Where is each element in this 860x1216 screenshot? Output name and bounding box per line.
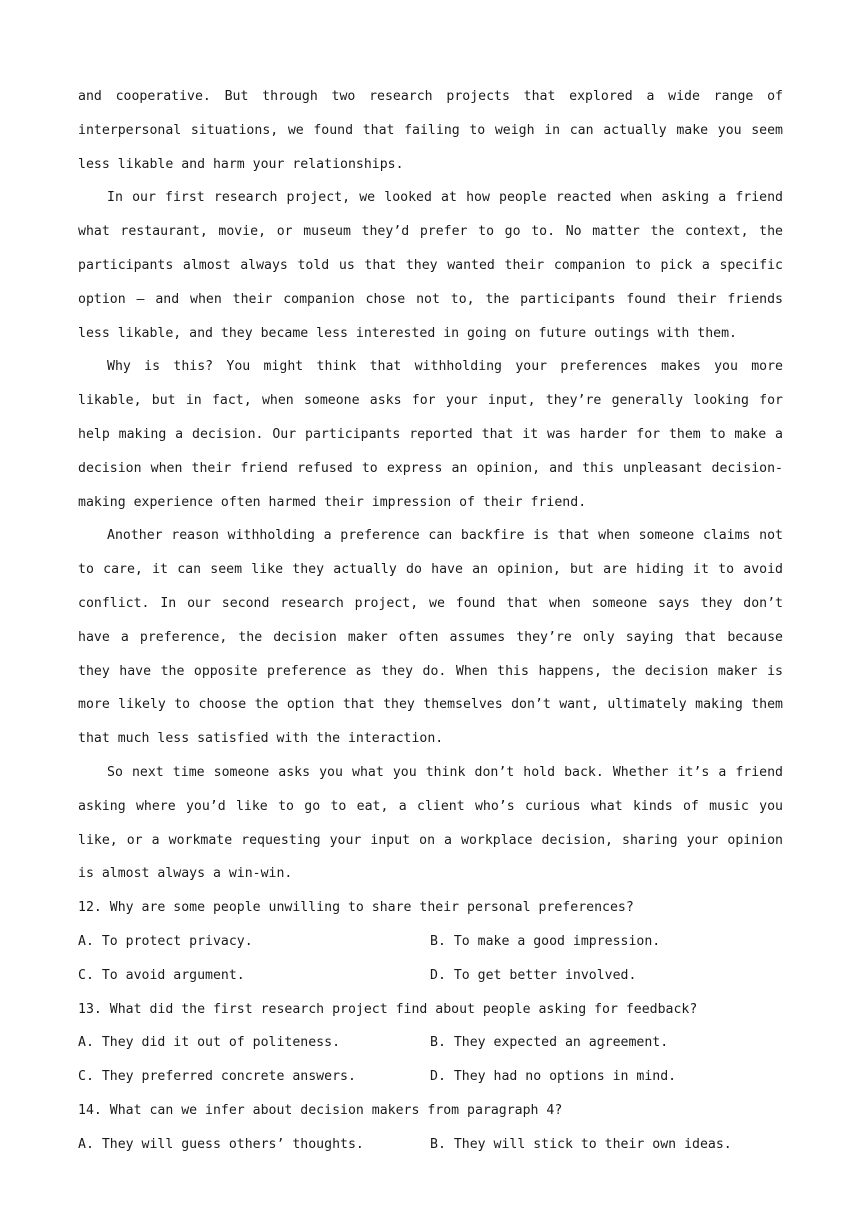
question-12-stem: 12. Why are some people unwilling to share their personal preferences? bbox=[78, 900, 634, 916]
question-13-option-c[interactable]: C. They preferred concrete answers. bbox=[78, 1069, 356, 1085]
question-12-option-c[interactable]: C. To avoid argument. bbox=[78, 967, 245, 983]
question-13 bbox=[78, 993, 783, 1094]
question-14-option-b[interactable]: B. They will stick to their own ideas. bbox=[430, 1136, 732, 1152]
question-13-option-b[interactable]: B. They expected an agreement. bbox=[430, 1035, 669, 1051]
question-14-option-a[interactable]: A. They will guess others’ thoughts. bbox=[78, 1136, 364, 1152]
question-14-options bbox=[78, 1128, 783, 1162]
passage-paragraph-3: Why is this? You might think that withholding your preferences makes you more likable, but in fact, when someone asks for your input, they’re generally looking for help making a decision. Our participants reported that it was harder for them to make a decision when their friend refused to express an opinion, and this unpleasant decision-making experience often harmed their impression of their friend. bbox=[78, 359, 783, 510]
passage-paragraph-1: and cooperative. But through two research projects that explored a wide range of interpersonal situations, we found that failing to weigh in can actually make you seem less likable and harm your relationships. bbox=[78, 89, 783, 172]
question-12-option-a[interactable]: A. To protect privacy. bbox=[78, 933, 253, 949]
question-13-options bbox=[78, 1026, 783, 1094]
question-13-stem: 13. What did the first research project find about people asking for feedback? bbox=[78, 1001, 698, 1017]
passage-paragraph-4: Another reason withholding a preference can backfire is that when someone claims not to care, it can seem like they actually do have an opinion, but are hiding it to avoid conflict. In our second research project, we found that when someone says they don’t have a preference, the decision maker often assumes they’re only saying that because they have the opposite preference as they do. When this happens, the decision maker is more likely to choose the option that they themselves don’t want, ultimately making them that much less satisfied with the interaction. bbox=[78, 528, 783, 747]
question-14-stem: 14. What can we infer about decision makers from paragraph 4? bbox=[78, 1102, 563, 1118]
question-12-option-d[interactable]: D. To get better involved. bbox=[430, 967, 637, 983]
question-12 bbox=[78, 891, 783, 992]
document-page bbox=[78, 80, 783, 1162]
question-12-option-b[interactable]: B. To make a good impression. bbox=[430, 933, 661, 949]
passage-paragraph-2: In our first research project, we looked at how people reacted when asking a friend what restaurant, movie, or museum they’d prefer to go to. No matter the context, the participants almost always told us that they wanted their companion to pick a specific option — and when their companion chose not to, the participants found their friends less likable, and they became less interested in going on future outings with them. bbox=[78, 190, 783, 341]
question-13-option-d[interactable]: D. They had no options in mind. bbox=[430, 1069, 677, 1085]
question-13-option-a[interactable]: A. They did it out of politeness. bbox=[78, 1035, 341, 1051]
passage-paragraph-5: So next time someone asks you what you think don’t hold back. Whether it’s a friend asking where you’d like to go to eat, a client who’s curious what kinds of music you like, or a workmate requesting your input on a workplace decision, sharing your opinion is almost always a win-win. bbox=[78, 764, 783, 882]
question-12-options bbox=[78, 925, 783, 993]
question-14 bbox=[78, 1094, 783, 1162]
